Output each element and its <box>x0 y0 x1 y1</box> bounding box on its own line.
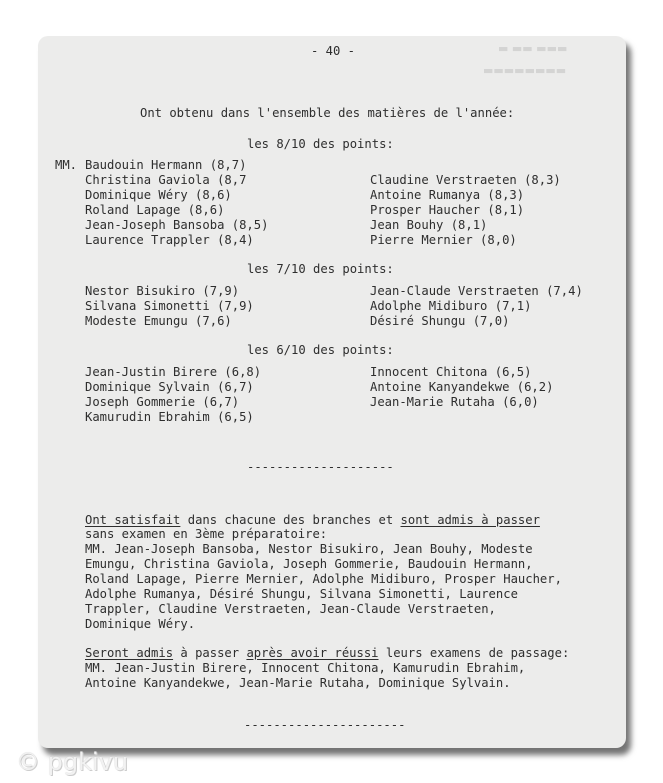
admitted-first-line <box>85 646 569 660</box>
bleed-through-text: ▬▬▬▬▬▬▬▬ <box>483 64 567 77</box>
paragraph-line: Trappler, Claudine Verstraeten, Jean-Claude Verstraeten, <box>85 602 496 616</box>
section-heading: les 7/10 des points: <box>247 262 394 276</box>
student-entry: Baudouin Hermann (8,7) <box>85 158 247 172</box>
paragraph-line: Roland Lapage, Pierre Mernier, Adolphe Midiburo, Prosper Haucher, <box>85 572 562 586</box>
document-page <box>38 36 626 748</box>
student-entry: Dominique Sylvain (6,7) <box>85 380 254 394</box>
page-number: - 40 - <box>311 44 356 58</box>
separator-line: -------------------- <box>247 460 394 474</box>
student-entry: Jean-Joseph Bansoba (8,5) <box>85 218 269 232</box>
student-entry: Jean-Claude Verstraeten (7,4) <box>370 284 583 298</box>
paragraph-line: MM. Jean-Joseph Bansoba, Nestor Bisukiro, Jean Bouhy, Modeste <box>85 542 533 556</box>
student-entry: Pierre Mernier (8,0) <box>370 233 517 247</box>
student-entry: Dominique Wéry (8,6) <box>85 188 232 202</box>
student-entry: Kamurudin Ebrahim (6,5) <box>85 410 254 424</box>
paragraph-line: MM. Jean-Justin Birere, Innocent Chitona, Kamurudin Ebrahim, <box>85 661 526 675</box>
inline-text: leurs examens de passage: <box>378 646 570 660</box>
underlined-text: sont admis à passer <box>400 513 540 527</box>
student-entry: Jean-Marie Rutaha (6,0) <box>370 395 539 409</box>
student-entry: Antoine Kanyandekwe (6,2) <box>370 380 554 394</box>
student-entry: Jean-Justin Birere (6,8) <box>85 365 262 379</box>
student-entry: Antoine Rumanya (8,3) <box>370 188 525 202</box>
student-entry: Roland Lapage (8,6) <box>85 203 225 217</box>
student-entry: Innocent Chitona (6,5) <box>370 365 532 379</box>
paragraph-line: Emungu, Christina Gaviola, Joseph Gommerie, Baudouin Hermann, <box>85 557 533 571</box>
student-entry: Adolphe Midiburo (7,1) <box>370 299 532 313</box>
inline-text: à passer <box>173 646 247 660</box>
student-entry: Claudine Verstraeten (8,3) <box>370 173 561 187</box>
intro-text: Ont obtenu dans l'ensemble des matières de l'année: <box>140 106 515 120</box>
section-heading: les 8/10 des points: <box>247 137 394 151</box>
student-entry: Prosper Haucher (8,1) <box>370 203 525 217</box>
student-entry: Nestor Bisukiro (7,9) <box>85 284 240 298</box>
underlined-text: après avoir réussi <box>246 646 379 660</box>
bleed-through-text: ▬ ▬▬ ▬▬▬ <box>498 42 568 55</box>
student-entry: Christina Gaviola (8,7 <box>85 173 247 187</box>
underlined-text: Ont satisfait <box>85 513 181 527</box>
student-entry: Silvana Simonetti (7,9) <box>85 299 254 313</box>
student-entry: Laurence Trappler (8,4) <box>85 233 254 247</box>
section-heading: les 6/10 des points: <box>247 343 394 357</box>
separator-line: ---------------------- <box>244 718 406 732</box>
inline-text: dans chacune des branches et <box>180 513 401 527</box>
student-entry: Jean Bouhy (8,1) <box>370 218 488 232</box>
student-entry: Désiré Shungu (7,0) <box>370 314 510 328</box>
student-entry: Modeste Emungu (7,6) <box>85 314 232 328</box>
paragraph-line: Dominique Wéry. <box>85 617 196 631</box>
mm-prefix: MM. <box>55 158 78 172</box>
paragraph-line: Antoine Kanyandekwe, Jean-Marie Rutaha, Dominique Sylvain. <box>85 676 511 690</box>
watermark: © pgkivu <box>16 748 129 776</box>
underlined-text: Seront admis <box>85 646 174 660</box>
satisfied-first-line <box>85 513 540 527</box>
paragraph-line: sans examen en 3ème préparatoire: <box>85 527 328 541</box>
student-entry: Joseph Gommerie (6,7) <box>85 395 240 409</box>
paragraph-line: Adolphe Rumanya, Désiré Shungu, Silvana Simonetti, Laurence <box>85 587 518 601</box>
